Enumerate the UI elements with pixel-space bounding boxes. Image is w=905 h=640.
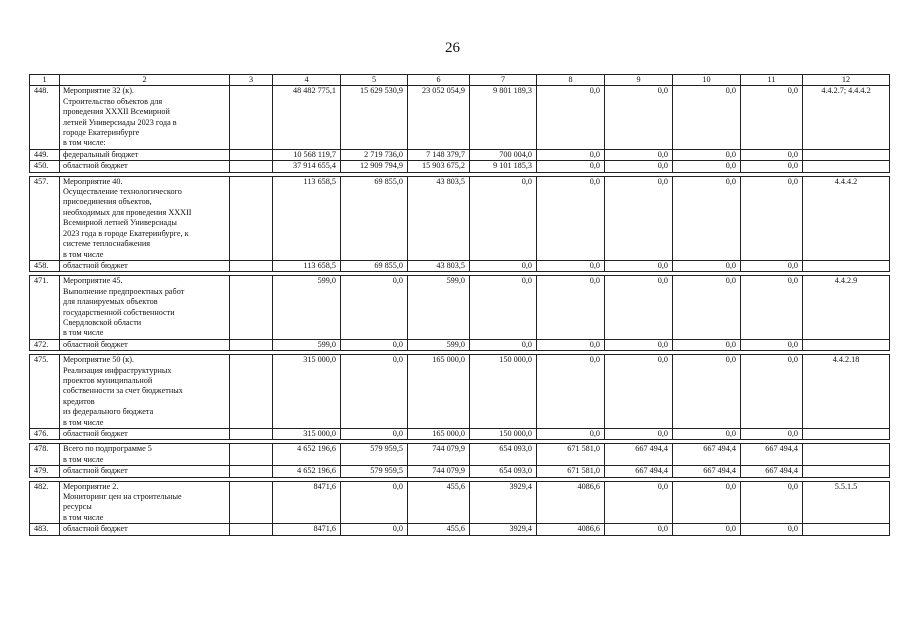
value-cell: 23 052 054,9 xyxy=(408,86,470,149)
value-cell: 579 959,5 xyxy=(341,466,408,477)
row-name-line: Мероприятие 50 (к). xyxy=(63,355,134,365)
column-header: 12 xyxy=(803,75,890,86)
value-cell: 8471,6 xyxy=(273,524,341,535)
column-3-cell xyxy=(230,466,273,477)
column-header: 2 xyxy=(60,75,230,86)
row-name xyxy=(60,86,230,149)
budget-table xyxy=(29,74,890,536)
target-code xyxy=(803,524,890,535)
row-name-line: Мониторинг цен на строительные xyxy=(63,492,182,502)
row-index: 483. xyxy=(30,524,60,535)
row-name xyxy=(60,481,230,524)
target-code xyxy=(803,339,890,350)
row-name-line: Осуществление технологического xyxy=(63,187,182,197)
target-code: 5.5.1.5 xyxy=(803,481,890,524)
value-cell: 4086,6 xyxy=(537,524,605,535)
value-cell: 165 000,0 xyxy=(408,429,470,440)
value-cell: 0,0 xyxy=(673,176,741,260)
row-index: 476. xyxy=(30,429,60,440)
value-cell: 4 652 196,6 xyxy=(273,466,341,477)
row-name xyxy=(60,466,230,477)
column-header: 10 xyxy=(673,75,741,86)
column-3-cell xyxy=(230,260,273,271)
value-cell: 0,0 xyxy=(741,276,803,339)
value-cell: 165 000,0 xyxy=(408,355,470,429)
column-header: 3 xyxy=(230,75,273,86)
table-row xyxy=(30,176,890,260)
value-cell: 0,0 xyxy=(673,339,741,350)
value-cell: 654 093,0 xyxy=(470,444,537,466)
value-cell: 599,0 xyxy=(408,276,470,339)
row-name-line: собственности за счет бюджетных xyxy=(63,386,183,396)
column-3-cell xyxy=(230,161,273,172)
row-name-line: в том числе xyxy=(63,417,104,427)
value-cell: 48 482 775,1 xyxy=(273,86,341,149)
value-cell: 0,0 xyxy=(741,481,803,524)
value-cell: 0,0 xyxy=(341,429,408,440)
value-cell: 9 101 185,3 xyxy=(470,161,537,172)
column-3-cell xyxy=(230,86,273,149)
value-cell: 0,0 xyxy=(341,276,408,339)
column-header: 6 xyxy=(408,75,470,86)
value-cell: 7 148 379,7 xyxy=(408,149,470,160)
value-cell: 0,0 xyxy=(537,429,605,440)
value-cell: 0,0 xyxy=(605,86,673,149)
row-name-line: Реализация инфраструктурных xyxy=(63,365,172,375)
row-name-line: Мероприятие 40. xyxy=(63,176,123,186)
value-cell: 0,0 xyxy=(605,524,673,535)
value-cell: 744 079,9 xyxy=(408,466,470,477)
value-cell: 667 494,4 xyxy=(605,444,673,466)
row-name-line: присоединения объектов, xyxy=(63,197,152,207)
value-cell: 0,0 xyxy=(605,355,673,429)
value-cell: 0,0 xyxy=(605,176,673,260)
column-3-cell xyxy=(230,176,273,260)
value-cell: 4086,6 xyxy=(537,481,605,524)
value-cell: 671 581,0 xyxy=(537,466,605,477)
value-cell: 8471,6 xyxy=(273,481,341,524)
column-header: 11 xyxy=(741,75,803,86)
row-name xyxy=(60,260,230,271)
column-3-cell xyxy=(230,149,273,160)
row-index: 457. xyxy=(30,176,60,260)
value-cell: 15 903 675,2 xyxy=(408,161,470,172)
value-cell: 0,0 xyxy=(537,161,605,172)
value-cell: 0,0 xyxy=(605,260,673,271)
value-cell: 0,0 xyxy=(673,260,741,271)
target-code: 4.4.2.7; 4.4.4.2 xyxy=(803,86,890,149)
row-index: 478. xyxy=(30,444,60,466)
value-cell: 0,0 xyxy=(673,86,741,149)
row-name-line: областной бюджет xyxy=(63,524,128,534)
column-header: 7 xyxy=(470,75,537,86)
value-cell: 150 000,0 xyxy=(470,355,537,429)
value-cell: 0,0 xyxy=(470,276,537,339)
row-name xyxy=(60,429,230,440)
value-cell: 599,0 xyxy=(273,339,341,350)
target-code xyxy=(803,429,890,440)
row-name-line: областной бюджет xyxy=(63,260,128,270)
value-cell: 113 658,5 xyxy=(273,260,341,271)
target-code: 4.4.4.2 xyxy=(803,176,890,260)
value-cell: 0,0 xyxy=(673,161,741,172)
row-index: 479. xyxy=(30,466,60,477)
row-name-line: в том числе xyxy=(63,328,104,338)
value-cell: 37 914 655,4 xyxy=(273,161,341,172)
value-cell: 0,0 xyxy=(741,339,803,350)
row-name-line: городе Екатеринбурге xyxy=(63,128,140,138)
row-name xyxy=(60,339,230,350)
value-cell: 69 855,0 xyxy=(341,176,408,260)
row-index: 472. xyxy=(30,339,60,350)
row-name xyxy=(60,161,230,172)
row-index: 471. xyxy=(30,276,60,339)
row-name-line: Свердловской области xyxy=(63,317,142,327)
row-name-line: Всемирной летней Универсиады xyxy=(63,218,177,228)
value-cell: 0,0 xyxy=(341,339,408,350)
row-index: 449. xyxy=(30,149,60,160)
row-name xyxy=(60,176,230,260)
value-cell: 0,0 xyxy=(470,260,537,271)
value-cell: 0,0 xyxy=(537,149,605,160)
column-3-cell xyxy=(230,339,273,350)
value-cell: 0,0 xyxy=(741,176,803,260)
value-cell: 579 959,5 xyxy=(341,444,408,466)
value-cell: 43 803,5 xyxy=(408,176,470,260)
row-name-line: Всего по подпрограмме 5 xyxy=(63,444,152,454)
row-name-line: ресурсы xyxy=(63,502,92,512)
row-name-line: областной бюджет xyxy=(63,161,128,171)
value-cell: 599,0 xyxy=(273,276,341,339)
row-name-line: 2023 года в городе Екатеринбурге, к xyxy=(63,228,189,238)
column-header: 8 xyxy=(537,75,605,86)
value-cell: 0,0 xyxy=(605,276,673,339)
value-cell: 69 855,0 xyxy=(341,260,408,271)
value-cell: 10 568 119,7 xyxy=(273,149,341,160)
row-name-line: необходимых для проведения XXXII xyxy=(63,207,192,217)
row-name-line: Выполнение предпроектных работ xyxy=(63,286,185,296)
value-cell: 0,0 xyxy=(741,149,803,160)
value-cell: 0,0 xyxy=(741,161,803,172)
value-cell: 667 494,4 xyxy=(741,466,803,477)
value-cell: 744 079,9 xyxy=(408,444,470,466)
table-row xyxy=(30,466,890,477)
value-cell: 0,0 xyxy=(537,86,605,149)
value-cell: 0,0 xyxy=(537,176,605,260)
row-name-line: областной бюджет xyxy=(63,339,128,349)
row-name-line: для планируемых объектов xyxy=(63,297,158,307)
value-cell: 0,0 xyxy=(673,429,741,440)
value-cell: 43 803,5 xyxy=(408,260,470,271)
value-cell: 667 494,4 xyxy=(673,466,741,477)
value-cell: 0,0 xyxy=(605,481,673,524)
value-cell: 0,0 xyxy=(673,149,741,160)
table-header-row xyxy=(30,75,890,86)
row-name-line: Мероприятие 2. xyxy=(63,481,119,491)
table-row xyxy=(30,149,890,160)
column-header: 5 xyxy=(341,75,408,86)
value-cell: 315 000,0 xyxy=(273,429,341,440)
row-index: 450. xyxy=(30,161,60,172)
value-cell: 0,0 xyxy=(537,339,605,350)
column-3-cell xyxy=(230,444,273,466)
row-index: 458. xyxy=(30,260,60,271)
table-row xyxy=(30,161,890,172)
page-number: 26 xyxy=(445,40,460,56)
row-name-line: Мероприятие 45. xyxy=(63,276,123,286)
row-name xyxy=(60,149,230,160)
value-cell: 455,6 xyxy=(408,481,470,524)
row-index: 448. xyxy=(30,86,60,149)
value-cell: 0,0 xyxy=(605,339,673,350)
column-3-cell xyxy=(230,429,273,440)
row-name-line: в том числе xyxy=(63,454,104,464)
value-cell: 0,0 xyxy=(605,161,673,172)
value-cell: 3929,4 xyxy=(470,481,537,524)
column-3-cell xyxy=(230,481,273,524)
value-cell: 12 909 794,9 xyxy=(341,161,408,172)
target-code xyxy=(803,466,890,477)
value-cell: 0,0 xyxy=(673,355,741,429)
row-name xyxy=(60,276,230,339)
value-cell: 315 000,0 xyxy=(273,355,341,429)
value-cell: 15 629 530,9 xyxy=(341,86,408,149)
value-cell: 599,0 xyxy=(408,339,470,350)
value-cell: 0,0 xyxy=(341,355,408,429)
row-name-line: в том числе xyxy=(63,249,104,259)
table-row xyxy=(30,260,890,271)
value-cell: 113 658,5 xyxy=(273,176,341,260)
row-name-line: кредитов xyxy=(63,396,95,406)
target-code xyxy=(803,444,890,466)
row-index: 475. xyxy=(30,355,60,429)
value-cell: 0,0 xyxy=(470,176,537,260)
value-cell: 150 000,0 xyxy=(470,429,537,440)
value-cell: 667 494,4 xyxy=(673,444,741,466)
value-cell: 654 093,0 xyxy=(470,466,537,477)
value-cell: 0,0 xyxy=(341,524,408,535)
row-name-line: в том числе xyxy=(63,512,104,522)
row-name-line: системе теплоснабжения xyxy=(63,239,151,249)
value-cell: 0,0 xyxy=(741,260,803,271)
value-cell: 0,0 xyxy=(341,481,408,524)
table-row xyxy=(30,355,890,429)
table-row xyxy=(30,429,890,440)
target-code: 4.4.2.9 xyxy=(803,276,890,339)
value-cell: 0,0 xyxy=(741,355,803,429)
row-name-line: летней Универсиады 2023 года в xyxy=(63,117,177,127)
value-cell: 667 494,4 xyxy=(605,466,673,477)
row-name-line: из федерального бюджета xyxy=(63,407,154,417)
value-cell: 0,0 xyxy=(470,339,537,350)
column-3-cell xyxy=(230,524,273,535)
column-3-cell xyxy=(230,276,273,339)
table-row xyxy=(30,481,890,524)
table-row xyxy=(30,86,890,149)
column-header: 1 xyxy=(30,75,60,86)
value-cell: 0,0 xyxy=(673,524,741,535)
value-cell: 455,6 xyxy=(408,524,470,535)
value-cell: 9 801 189,3 xyxy=(470,86,537,149)
value-cell: 0,0 xyxy=(673,276,741,339)
value-cell: 0,0 xyxy=(605,149,673,160)
value-cell: 0,0 xyxy=(741,429,803,440)
target-code xyxy=(803,161,890,172)
table-row xyxy=(30,276,890,339)
row-name-line: проведения XXXII Всемирной xyxy=(63,107,170,117)
value-cell: 671 581,0 xyxy=(537,444,605,466)
row-name xyxy=(60,444,230,466)
target-code: 4.4.2.18 xyxy=(803,355,890,429)
column-3-cell xyxy=(230,355,273,429)
value-cell: 4 652 196,6 xyxy=(273,444,341,466)
row-name-line: в том числе: xyxy=(63,138,106,148)
table-row xyxy=(30,444,890,466)
row-name-line: областной бюджет xyxy=(63,466,128,476)
target-code xyxy=(803,260,890,271)
row-name-line: проектов муниципальной xyxy=(63,375,153,385)
target-code xyxy=(803,149,890,160)
value-cell: 3929,4 xyxy=(470,524,537,535)
value-cell: 0,0 xyxy=(741,524,803,535)
value-cell: 0,0 xyxy=(537,355,605,429)
value-cell: 2 719 736,0 xyxy=(341,149,408,160)
row-name-line: государственной собственности xyxy=(63,307,175,317)
table-body xyxy=(30,86,890,535)
value-cell: 0,0 xyxy=(537,276,605,339)
table-row xyxy=(30,524,890,535)
row-name-line: Строительство объектов для xyxy=(63,96,163,106)
row-name xyxy=(60,524,230,535)
value-cell: 0,0 xyxy=(741,86,803,149)
column-header: 4 xyxy=(273,75,341,86)
column-header: 9 xyxy=(605,75,673,86)
table-row xyxy=(30,339,890,350)
value-cell: 0,0 xyxy=(673,481,741,524)
row-name xyxy=(60,355,230,429)
row-name-line: Мероприятие 32 (к). xyxy=(63,86,134,96)
row-name-line: областной бюджет xyxy=(63,429,128,438)
value-cell: 700 004,0 xyxy=(470,149,537,160)
row-name-line: федеральный бюджет xyxy=(63,149,139,159)
value-cell: 0,0 xyxy=(537,260,605,271)
row-index: 482. xyxy=(30,481,60,524)
value-cell: 0,0 xyxy=(605,429,673,440)
value-cell: 667 494,4 xyxy=(741,444,803,466)
